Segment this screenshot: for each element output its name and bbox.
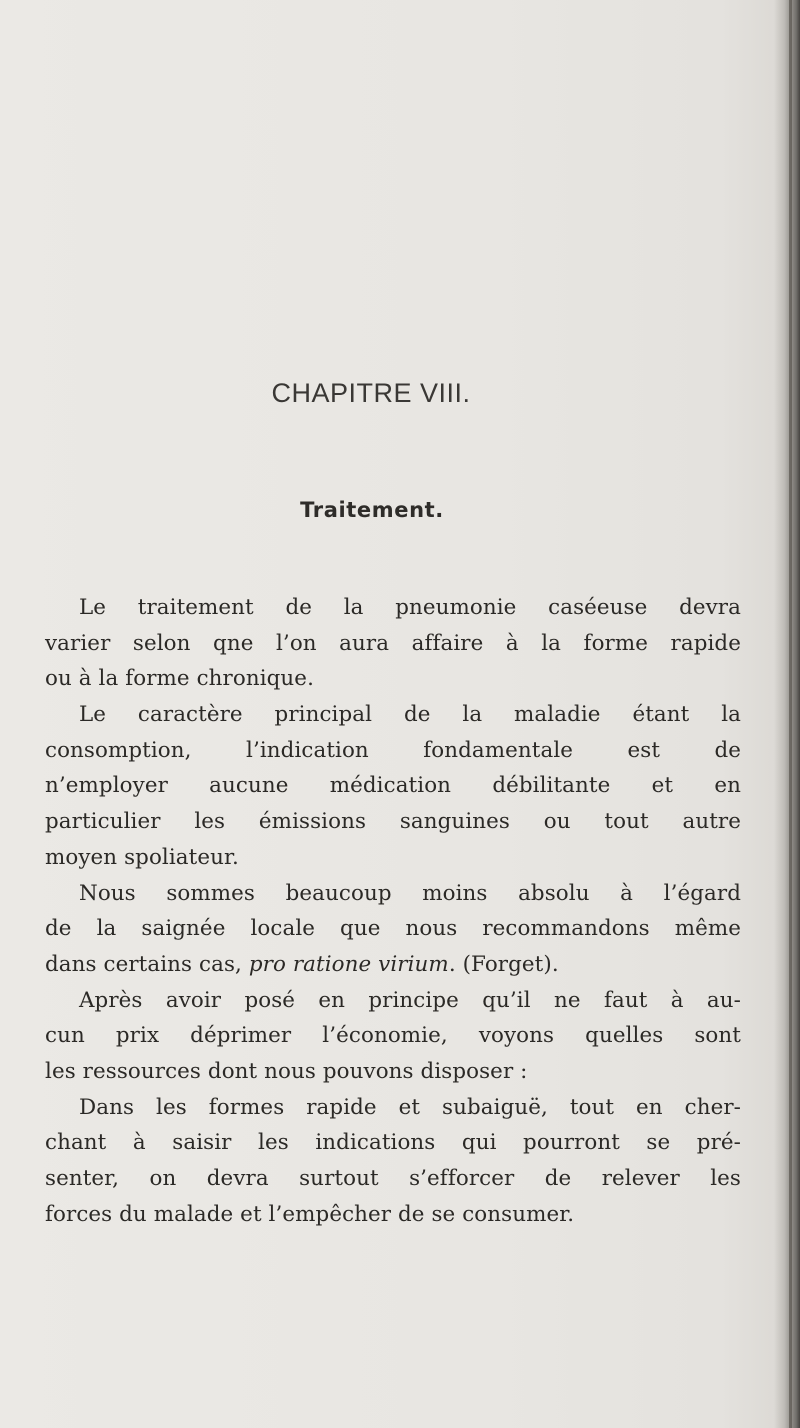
text-line: Dans les formes rapide et subaiguë, tout en cher- xyxy=(79,1094,741,1120)
chapter-title: CHAPITRE VIII. xyxy=(271,378,471,408)
text-line: Le caractère principal de la maladie étant la xyxy=(79,702,741,728)
body-text xyxy=(45,590,741,1232)
page-binding-edge xyxy=(789,0,792,1428)
text-line: particulier les émissions sanguines ou tout autre xyxy=(45,809,741,835)
text-line: cun prix déprimer l’économie, voyons quelles sont xyxy=(45,1023,741,1049)
text-line: chant à saisir les indications qui pourront se pré- xyxy=(45,1130,741,1156)
section-title: Traitement. xyxy=(300,498,444,522)
latin-line-after: . (Forget). xyxy=(448,951,559,977)
text-line: ou à la forme chronique. xyxy=(45,666,314,692)
text-line: les ressources dont nous pouvons disposer : xyxy=(45,1058,528,1084)
text-line: moyen spoliateur. xyxy=(45,844,239,870)
text-line-latin xyxy=(45,947,741,983)
text-line: Le traitement de la pneumonie caséeuse devra xyxy=(79,595,741,620)
text-line: n’employer aucune médication débilitante et en xyxy=(45,773,741,799)
text-line: de la saignée locale que nous recommandons même xyxy=(45,916,741,942)
text-line: varier selon qne l’on aura affaire à la forme rapide xyxy=(45,630,741,656)
text-line: consomption, l’indication fondamentale est de xyxy=(45,737,741,763)
text-line: senter, on devra surtout s’efforcer de relever les xyxy=(45,1166,741,1191)
text-line: forces du malade et l’empêcher de se consumer. xyxy=(45,1201,575,1227)
latin-phrase: pro ratione virium xyxy=(248,951,449,977)
text-line: Nous sommes beaucoup moins absolu à l’égard xyxy=(79,880,741,906)
page-binding-shadow xyxy=(774,0,800,1428)
latin-line-before: dans certains cas, xyxy=(45,951,249,977)
text-line: Après avoir posé en principe qu’il ne faut à au- xyxy=(79,987,741,1013)
